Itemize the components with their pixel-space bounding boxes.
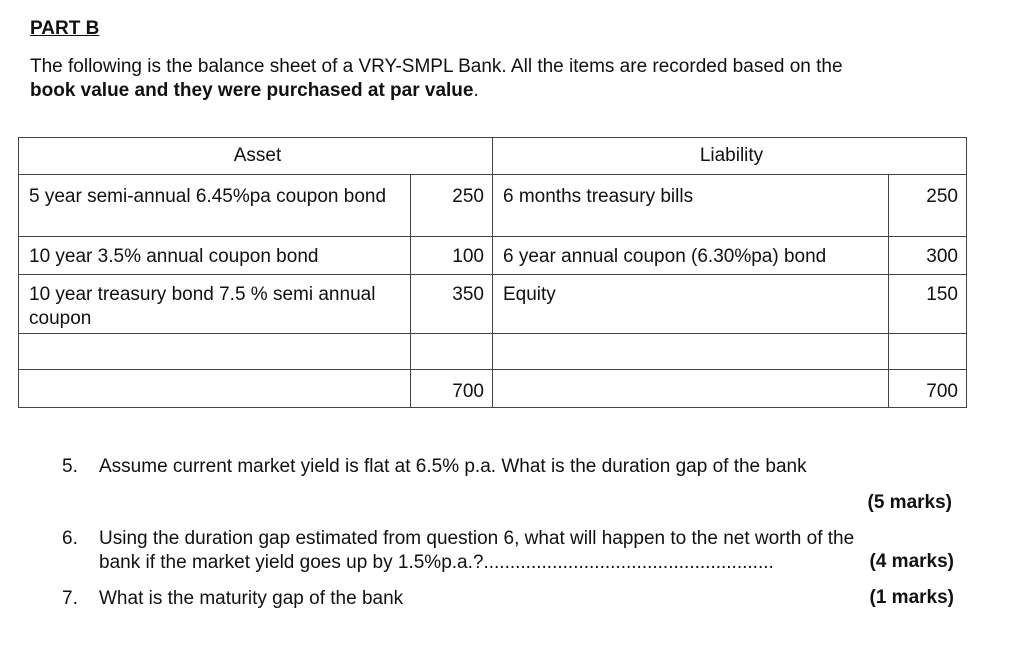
asset-cell: 10 year 3.5% annual coupon bond [19,237,411,275]
table-row [19,175,967,237]
asset-header: Asset [19,138,493,175]
liability-cell: 6 year annual coupon (6.30%pa) bond [493,237,889,275]
liability-header: Liability [493,138,967,175]
question-number: 7. [62,588,78,609]
liability-cell: 6 months treasury bills [493,175,889,237]
asset-cell: 5 year semi-annual 6.45%pa coupon bond [19,175,411,237]
liability-cell [493,334,889,370]
question-number: 5. [62,456,78,477]
liability-cell: Equity [493,275,889,334]
balance-sheet-table [18,137,967,408]
asset-value-cell: 100 [411,237,493,275]
liability-value-cell: 150 [889,275,967,334]
table-row [19,334,967,370]
question-text-line-2: bank if the market yield goes up by 1.5%p.a.?....................................................... [99,552,774,573]
question-text: What is the maturity gap of the bank [99,588,404,609]
question-number: 6. [62,528,78,549]
asset-cell [19,370,411,408]
liability-total-cell: 700 [889,370,967,408]
intro-line-1: The following is the balance sheet of a VRY-SMPL Bank. All the items are recorded based on the [30,56,843,77]
asset-cell [19,334,411,370]
intro-period: . [473,80,479,101]
intro-line-2 [30,79,990,103]
intro-paragraph [30,55,990,103]
asset-value-cell: 250 [411,175,493,237]
liability-value-cell [889,334,967,370]
table-header-row [19,138,967,175]
question-7-marks: (1 marks) [869,587,954,608]
liability-value-cell: 250 [889,175,967,237]
asset-value-cell: 350 [411,275,493,334]
part-heading: PART B [30,18,100,39]
liability-value-cell: 300 [889,237,967,275]
liability-cell [493,370,889,408]
asset-value-cell [411,334,493,370]
question-5-marks: (5 marks) [867,492,952,513]
question-6-marks: (4 marks) [869,551,954,572]
question-text: Assume current market yield is flat at 6.5% p.a. What is the duration gap of the bank [99,456,807,477]
question-text-line-1: Using the duration gap estimated from question 6, what will happen to the net worth of the [99,528,855,549]
table-total-row [19,370,967,408]
intro-bold-text: book value and they were purchased at par value [30,80,474,101]
table-row [19,275,967,334]
table-row [19,237,967,275]
asset-total-cell: 700 [411,370,493,408]
asset-cell: 10 year treasury bond 7.5 % semi annual coupon [19,275,411,334]
